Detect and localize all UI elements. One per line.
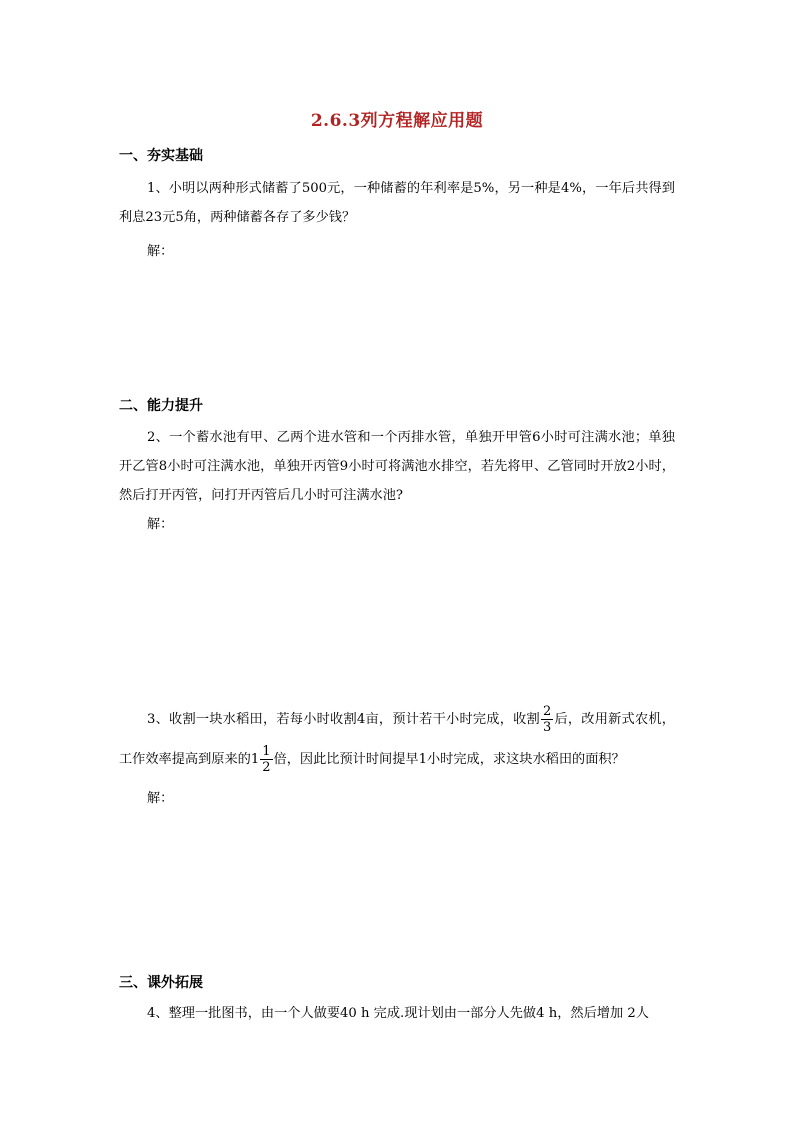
problem-3-text-a: 3、收割一块水稻田，若每小时收割4亩，预计若干小时完成，收割 <box>147 712 540 727</box>
solve-label-2: 解： <box>147 517 174 532</box>
fraction-numerator: 1 <box>262 744 271 759</box>
problem-1-text: 1、小明以两种形式储蓄了500元，一种储蓄的年利率是5%，另一种是4%，一年后共得到利息23元5角，两种储蓄各存了多少钱？ <box>119 181 675 225</box>
problem-2-text: 2、一个蓄水池有甲、乙两个进水管和一个丙排水管，单独开甲管6小时可注满水池；单独开乙管8小时可注满水池，单独开丙管9小时可将满池水排空，若先将甲、乙管同时开放2小时，然后打开丙管，问打开丙管后几小时可注满水池? <box>119 430 675 503</box>
section-heading-ability: 二、能力提升 <box>119 398 203 414</box>
mixed-whole: 1 <box>250 752 260 767</box>
fraction-one-half <box>260 744 272 775</box>
section-heading-extension: 三、课外拓展 <box>119 975 203 991</box>
problem-4-text: 4、整理一批图书，由一个人做要40 h 完成.现计划由一部分人先做4 h，然后增加 2人 <box>147 1006 649 1021</box>
fraction-two-thirds <box>541 704 553 735</box>
solve-label-3: 解： <box>147 791 174 806</box>
problem-3 <box>119 700 675 780</box>
fraction-denominator: 2 <box>262 760 271 775</box>
problem-3-text-c: 倍，因此比预计时间提早1小时完成，求这块水稻田的面积？ <box>273 752 625 767</box>
problem-1 <box>119 174 675 232</box>
section-heading-basic: 一、夯实基础 <box>119 148 203 164</box>
problem-2 <box>119 423 675 510</box>
problem-3-text-b: 后，改用新式农机，工作效率提高到原来的 <box>119 712 675 767</box>
fraction-numerator: 2 <box>542 704 552 719</box>
solve-label-1: 解： <box>147 244 174 259</box>
mixed-number <box>250 744 274 775</box>
page-title: 2.6.3列方程解应用题 <box>310 111 484 131</box>
fraction-denominator: 3 <box>542 720 552 735</box>
problem-4 <box>119 999 675 1028</box>
